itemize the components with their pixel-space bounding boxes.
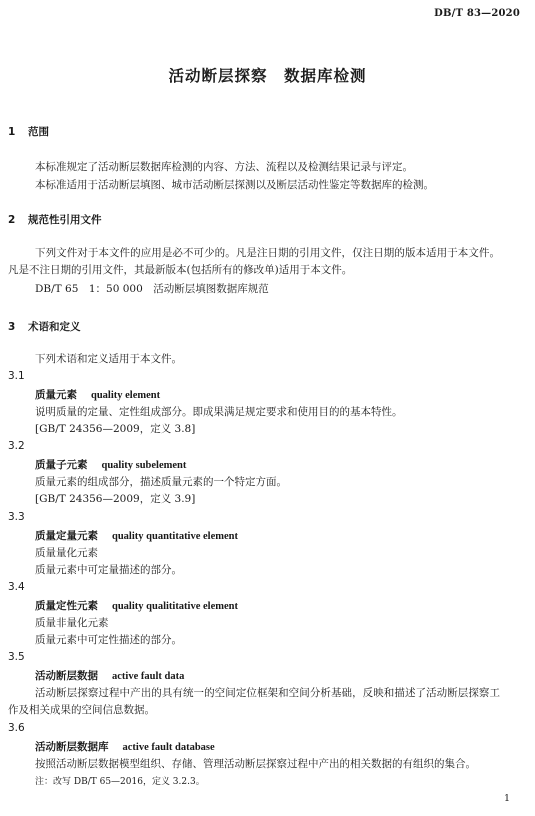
term-definition: 说明质量的定量、定性组成部分。即成果满足规定要求和使用目的的基本特性。 xyxy=(35,406,403,418)
term-number: 3.3 xyxy=(8,511,25,523)
term-en: quality element xyxy=(91,390,161,401)
term-note: 注：改写 DB/T 65—2016，定义 3.2.3。 xyxy=(35,777,205,787)
paragraph: 本标准规定了活动断层数据库检测的内容、方法、流程以及检测结果记录与评定。 xyxy=(35,161,413,173)
term-zh: 质量定量元素 xyxy=(35,530,98,542)
term-heading xyxy=(35,387,160,402)
standard-code: DB/T 83—2020 xyxy=(434,8,520,19)
term-definition: 质量元素的组成部分，描述质量元素的一个特定方面。 xyxy=(35,476,287,488)
term-source: [GB/T 24356—2009，定义 3.9] xyxy=(35,493,196,505)
term-heading xyxy=(35,457,186,472)
term-zh: 活动断层数据 xyxy=(35,670,98,682)
term-zh: 质量定性元素 xyxy=(35,600,98,612)
term-heading xyxy=(35,528,238,543)
term-number: 3.4 xyxy=(8,581,25,593)
reference-item: DB/T 65 1：50 000 活动断层填图数据库规范 xyxy=(35,283,269,295)
section-number: 3 xyxy=(8,321,16,333)
paragraph: 下列文件对于本文件的应用是必不可少的。凡是注日期的引用文件，仅注日期的版本适用于本文件。凡是不注日期的引用文件，其最新版本(包括所有的修改单)适用于本文件。 xyxy=(8,247,500,276)
term-zh: 质量元素 xyxy=(35,389,77,401)
section-heading-normative-references xyxy=(8,212,102,227)
term-en: active fault data xyxy=(112,671,185,682)
section-title: 术语和定义 xyxy=(28,321,81,333)
term-definition: 质量元素中可定性描述的部分。 xyxy=(35,634,182,646)
section-heading-scope xyxy=(8,124,49,139)
term-heading xyxy=(35,668,184,683)
term-en: quality subelement xyxy=(101,460,187,471)
section-title: 范围 xyxy=(28,126,49,138)
term-number: 3.5 xyxy=(8,651,25,663)
paragraph: 本标准适用于活动断层填图、城市活动断层探测以及断层活动性鉴定等数据库的检测。 xyxy=(35,179,434,191)
term-number: 3.1 xyxy=(8,370,25,382)
term-en: active fault database xyxy=(122,742,215,753)
term-definition: 活动断层探察过程中产出的具有统一的空间定位框架和空间分析基础，反映和描述了活动断层探察工作及相关成果的空间信息数据。 xyxy=(8,687,500,716)
term-en: quality quantitative element xyxy=(112,531,238,542)
term-heading xyxy=(35,739,215,754)
term-number: 3.6 xyxy=(8,722,25,734)
term-definition: 按照活动断层数据模型组织、存储、管理活动断层探察过程中产出的相关数据的有组织的集合。 xyxy=(35,758,476,770)
section-heading-terms xyxy=(8,319,81,334)
page-number: 1 xyxy=(503,793,510,804)
term-source: [GB/T 24356—2009，定义 3.8] xyxy=(35,423,196,435)
term-zh: 质量子元素 xyxy=(35,459,88,471)
term-synonym: 质量非量化元素 xyxy=(35,617,109,629)
document-title: 活动断层探察 数据库检测 xyxy=(168,66,367,85)
term-number: 3.2 xyxy=(8,440,25,452)
paragraph: 下列术语和定义适用于本文件。 xyxy=(35,353,182,365)
term-en: quality qualititative element xyxy=(112,601,238,612)
section-title: 规范性引用文件 xyxy=(28,214,102,226)
section-number: 2 xyxy=(8,214,16,226)
section-number: 1 xyxy=(8,126,16,138)
term-synonym: 质量量化元素 xyxy=(35,547,98,559)
term-zh: 活动断层数据库 xyxy=(35,741,109,753)
term-heading xyxy=(35,598,238,613)
term-definition: 质量元素中可定量描述的部分。 xyxy=(35,564,182,576)
